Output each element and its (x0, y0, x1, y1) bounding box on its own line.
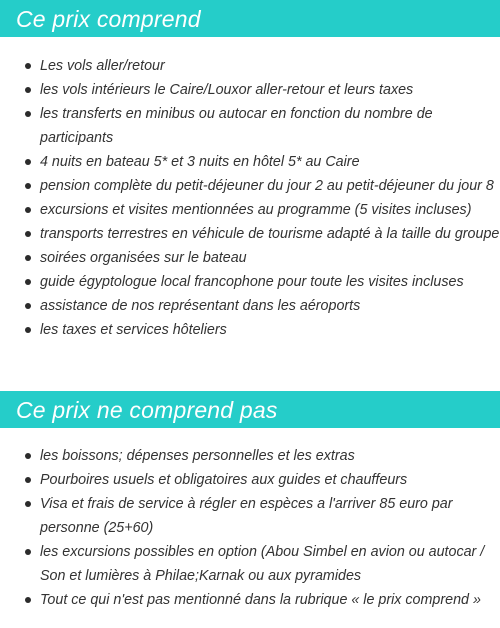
list-item (0, 174, 500, 198)
list-item-text: Tout ce qui n'est pas mentionné dans la rubrique « le prix comprend » (40, 592, 481, 608)
bullet-icon (25, 159, 31, 165)
list-item (0, 540, 500, 588)
list-item (0, 492, 500, 540)
list-item-text: excursions et visites mentionnées au programme (5 visites incluses) (40, 202, 472, 218)
list-item-text: les vols intérieurs le Caire/Louxor aller-retour et leurs taxes (40, 82, 414, 98)
bullet-icon (25, 87, 31, 93)
list-item-text: 4 nuits en bateau 5* et 3 nuits en hôtel 5* au Caire (40, 154, 360, 170)
list-item (0, 318, 500, 342)
bullet-icon (25, 183, 31, 189)
bullet-icon (25, 327, 31, 333)
bullet-icon (25, 207, 31, 213)
list-item-text: les boissons; dépenses personnelles et les extras (40, 448, 355, 464)
excluded-title: Ce prix ne comprend pas (16, 397, 278, 423)
list-item (0, 270, 500, 294)
list-item-text: Pourboires usuels et obligatoires aux guides et chauffeurs (40, 472, 408, 488)
bullet-icon (25, 279, 31, 285)
bullet-icon (25, 255, 31, 261)
list-item (0, 222, 500, 246)
bullet-icon (25, 477, 31, 483)
bullet-icon (25, 231, 31, 237)
bullet-icon (25, 303, 31, 309)
list-item (0, 150, 500, 174)
bullet-icon (25, 453, 31, 459)
list-item (0, 444, 500, 468)
list-item-text: soirées organisées sur le bateau (40, 250, 247, 266)
excluded-list (0, 428, 500, 612)
list-item (0, 246, 500, 270)
list-item-text: transports terrestres en véhicule de tourisme adapté à la taille du groupe (40, 226, 500, 242)
bullet-icon (25, 63, 31, 69)
list-item-text: Visa et frais de service à régler en espèces a l'arriver 85 euro par personne (25+60) (40, 496, 453, 536)
list-item (0, 468, 500, 492)
bullet-icon (25, 597, 31, 603)
list-item-text: les excursions possibles en option (Abou Simbel en avion ou autocar / Son et lumières à Philae;Karnak ou aux pyramides (40, 544, 485, 584)
bullet-icon (25, 111, 31, 117)
list-item-text: les taxes et services hôteliers (40, 322, 227, 338)
list-item (0, 294, 500, 318)
excluded-header (0, 391, 500, 428)
list-item (0, 198, 500, 222)
list-item-text: assistance de nos représentant dans les aéroports (40, 298, 361, 314)
included-list (0, 37, 500, 342)
list-item (0, 588, 500, 612)
excluded-section (0, 391, 500, 612)
bullet-icon (25, 501, 31, 507)
list-item (0, 102, 500, 150)
included-header (0, 0, 500, 37)
list-item (0, 78, 500, 102)
list-item (0, 54, 500, 78)
list-item-text: guide égyptologue local francophone pour toute les visites incluses (40, 274, 464, 290)
bullet-icon (25, 549, 31, 555)
list-item-text: les transferts en minibus ou autocar en fonction du nombre de participants (40, 106, 433, 146)
list-item-text: Les vols aller/retour (40, 58, 165, 74)
included-title: Ce prix comprend (16, 6, 201, 32)
list-item-text: pension complète du petit-déjeuner du jour 2 au petit-déjeuner du jour 8 (40, 178, 494, 194)
